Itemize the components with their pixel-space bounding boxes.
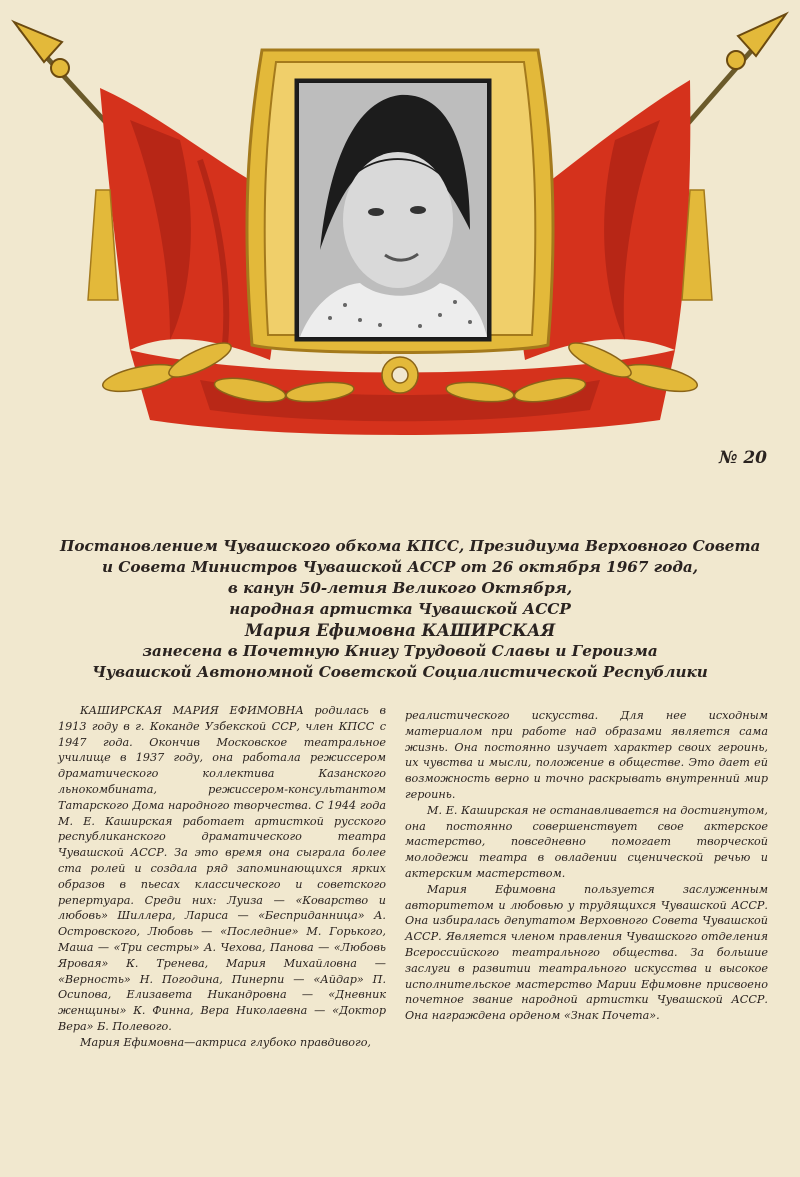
page-number: № 20: [718, 448, 767, 468]
left-spear-tip-icon: [14, 22, 62, 62]
decree-line: Постановлением Чувашского обкома КПСС, Президиума Верховного Совета: [60, 537, 761, 555]
honoree-name: Мария Ефимовна КАШИРСКАЯ: [244, 621, 556, 640]
decree-line: и Совета Министров Чувашской АССР от 26 октября 1967 года,: [101, 558, 699, 576]
decree-line: народная артистка Чувашской АССР: [229, 600, 571, 618]
biography-paragraph: Мария Ефимовна—актриса глубоко правдивого,: [80, 1035, 371, 1049]
decree-line: Чувашской Автономной Советской Социалистической Республики: [92, 663, 708, 681]
biography-right-column: [405, 708, 768, 1024]
right-spear-tip-icon: [738, 14, 786, 56]
emblem-illustration: [0, 0, 800, 440]
biography-paragraph: КАШИРСКАЯ МАРИЯ ЕФИМОВНА родилась в 1913 году в г. Коканде Узбекской ССР, член КПСС с 1947 года. Окончив Московское театральное училище в 1937 году, она работала режиссером драматического коллектива Казанского льнокомбината, режиссером-консультантом Татарского Дома народного творчества. С 1944 года М. Е. Каширская работает артисткой русского республиканского драматического театра Чувашской АССР. За это время она сыграла более ста ролей и создала ряд запоминающихся ярких образов в пьесах классического и советского репертуара. Среди них: Луиза — «Коварство и любовь» Шиллера, Лариса — «Бесприданница» А. Островского, Любовь — «Последние» М. Горького, Маша — «Три сестры» А. Чехова, Панова — «Любовь Яровая» К. Тренева, Мария Михайловна — «Верность» Н. Погодина, Пинерпи — «Айдар» П. Осипова, Елизавета Никандровна — «Дневник женщины» К. Финна, Вера Николаевна — «Доктор Вера» Б. Полевого.: [58, 704, 386, 1033]
portrait-photo: [299, 83, 487, 337]
decree-line: в канун 50-летия Великого Октября,: [227, 579, 573, 597]
biography-columns: [58, 703, 768, 1063]
biography-paragraph: реалистического искусства. Для нее исходным материалом при работе над образами является сама жизнь. Она постоянно изучает характер своих героинь, их чувства и мысли, положение в обществе. Это дает ей возможность верно и точно раскрывать внутренний мир героинь.: [405, 709, 768, 801]
biography-paragraph: Мария Ефимовна пользуется заслуженным авторитетом и любовью у трудящихся Чувашской АССР. Она избиралась депутатом Верховного Совета Чувашской АССР. Является членом правления Чувашского отделения Всероссийского театрального общества. За большие заслуги в развитии театрального искусства и высокое исполнительское мастерство Марии Ефимовне присвоено почетное звание народной артистки Чувашской АССР. Она награждена орденом «Знак Почета».: [405, 882, 768, 1023]
decree-line: занесена в Почетную Книгу Трудовой Славы и Героизма: [142, 642, 658, 660]
biography-paragraph: М. Е. Каширская не останавливается на достигнутом, она постоянно совершенствует свое актерское мастерство, повседневно помогает творческой молодежи театра в овладении сценической речью и актерским мастерством.: [405, 803, 768, 880]
decree-text: [60, 536, 761, 683]
biography-left-column: [58, 703, 386, 1051]
